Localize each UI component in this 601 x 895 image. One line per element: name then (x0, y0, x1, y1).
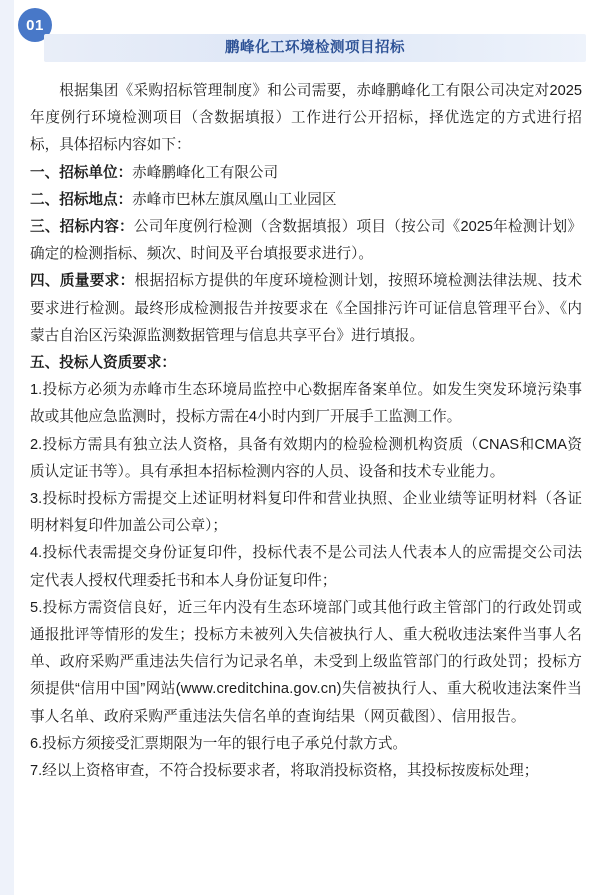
requirement-item-2: 2.投标方需具有独立法人资格，具备有效期内的检验检测机构资质（CNAS和CMA资质认定证书等）。具有承担本招标检测内容的人员、设备和技术专业能力。 (30, 436, 582, 480)
requirement-item-5: 5.投标方需资信良好，近三年内没有生态环境部门或其他行政主管部门的行政处罚或通报批评等情形的发生；投标方未被列入失信被执行人、重大税收违法案件当事人名单、政府采购严重违法失信行为记录名单，未受到上级监管部门的行政处罚；投标方须提供“信用中国”网站(www.creditchina.gov.cn)失信被执行人、重大税收违法案件当事人名单、政府采购严重违法失信名单的查询结果（网页截图）、信用报告。 (30, 599, 582, 725)
section-2 (30, 187, 582, 214)
requirement-item-1: 1.投标方必须为赤峰市生态环境局监控中心数据库备案单位。如发生突发环境污染事故或其他应急监测时，投标方需在4小时内到厂开展手工监测工作。 (30, 382, 582, 426)
requirement-item-7: 7.经以上资格审查，不符合投标要求者，将取消投标资格，其投标按废标处理； (30, 763, 539, 780)
page-title: 鹏峰化工环境检测项目招标 (225, 40, 405, 56)
section-1-lead: 一、招标单位： (30, 164, 133, 181)
section-5 (30, 350, 582, 377)
section-2-lead: 二、招标地点： (30, 191, 133, 208)
requirement-item-6: 6.投标方须接受汇票期限为一年的银行电子承兑付款方式。 (30, 735, 408, 752)
section-3-lead: 三、招标内容： (30, 219, 134, 236)
section-3 (30, 214, 582, 268)
section-4 (30, 268, 582, 350)
section-5-lead: 五、投标人资质要求： (30, 355, 176, 372)
requirement-item-4: 4.投标代表需提交身份证复印件，投标代表不是公司法人代表本人的应需提交公司法定代表人授权代理委托书和本人身份证复印件； (30, 545, 582, 589)
section-1 (30, 160, 582, 187)
section-3-text: 公司年度例行检测（含数据填报）项目（按公司《2025年检测计划》确定的检测指标、频次、时间及平台填报要求进行）。 (30, 219, 582, 263)
section-4-text: 根据招标方提供的年度环境检测计划，按照环境检测法律法规、技术要求进行检测。最终形成检测报告并按要求在《全国排污许可证信息管理平台》、《内蒙古自治区污染源监测数据管理与信息共享平台》进行填报。 (30, 273, 582, 344)
left-accent-strip (0, 0, 14, 895)
section-2-text: 赤峰市巴林左旗凤凰山工业园区 (132, 191, 337, 208)
intro-paragraph: 根据集团《采购招标管理制度》和公司需要，赤峰鹏峰化工有限公司决定对2025年度例行环境检测项目（含数据填报）工作进行公开招标，择优选定的方式进行招标，具体招标内容如下： (30, 83, 582, 154)
section-1-text: 赤峰鹏峰化工有限公司 (132, 164, 279, 181)
section-number-badge: 01 (18, 8, 52, 42)
section-4-lead: 四、质量要求： (30, 273, 135, 290)
requirement-item-3: 3.投标时投标方需提交上述证明材料复印件和营业执照、企业业绩等证明材料（各证明材料复印件加盖公司公章）； (30, 491, 582, 535)
document-body (30, 78, 582, 785)
